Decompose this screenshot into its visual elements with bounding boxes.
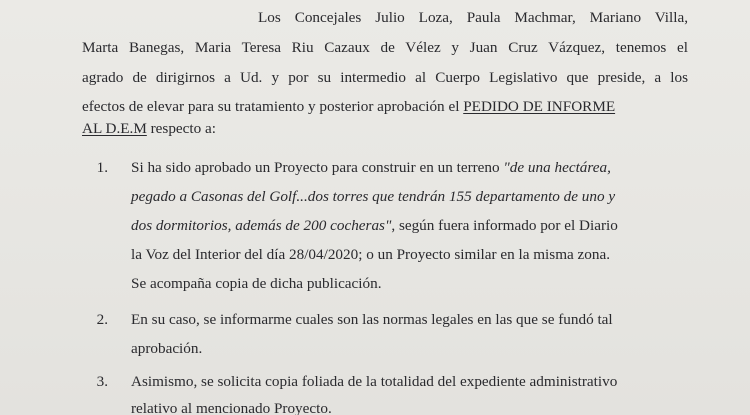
intro-line-1: Los Concejales Julio Loza, Paula Machmar, Mariano Villa, <box>258 9 688 26</box>
item-1-line-1-text: Si ha sido aprobado un Proyecto para construir en un terreno <box>131 159 504 176</box>
intro-line-5-text: respecto a: <box>146 120 216 137</box>
al-dem-heading: AL D.E.M <box>82 120 147 137</box>
item-1-line-4: la Voz del Interior del día 28/04/2020; o un Proyecto similar en la misma zona. <box>131 246 611 263</box>
intro-line-2: Marta Banegas, Maria Teresa Riu Cazaux de Vélez y Juan Cruz Vázquez, tenemos el <box>82 39 688 56</box>
item-1-line-2 <box>131 187 615 207</box>
item-1-quote-middle: pegado a Casonas del Golf...dos torres que tendrán 155 departamento de uno y <box>131 188 616 205</box>
intro-line-4-text: efectos de elevar para su tratamiento y posterior aprobación el <box>82 98 464 115</box>
item-1-line-1 <box>131 158 611 178</box>
intro-line-4 <box>82 97 615 117</box>
item-3-line-1: Asimismo, se solicita copia foliada de la totalidad del expediente administrativo <box>131 373 618 390</box>
item-1-line-5: Se acompaña copia de dicha publicación. <box>131 275 382 292</box>
item-1-number: 1. <box>96 159 108 176</box>
intro-line-5 <box>82 119 216 139</box>
pedido-de-informe-heading: PEDIDO DE INFORME <box>463 98 616 115</box>
item-1-line-3 <box>131 216 618 236</box>
item-3-line-2: relativo al mencionado Proyecto. <box>131 400 332 415</box>
item-2-line-1: En su caso, se informarme cuales son las normas legales en las que se fundó tal <box>131 311 613 328</box>
intro-line-3: agrado de dirigirnos a Ud. y por su intermedio al Cuerpo Legislativo que preside, a los <box>82 69 688 86</box>
item-1-line-3-text: , según fuera informado por el Diario <box>391 217 618 234</box>
item-2-number: 2. <box>96 311 108 328</box>
item-3-number: 3. <box>96 373 108 390</box>
item-2-line-2: aprobación. <box>131 340 203 357</box>
item-1-quote-end: dos dormitorios, además de 200 cocheras" <box>131 217 392 234</box>
item-1-quote-start: "de una hectárea, <box>503 159 611 176</box>
